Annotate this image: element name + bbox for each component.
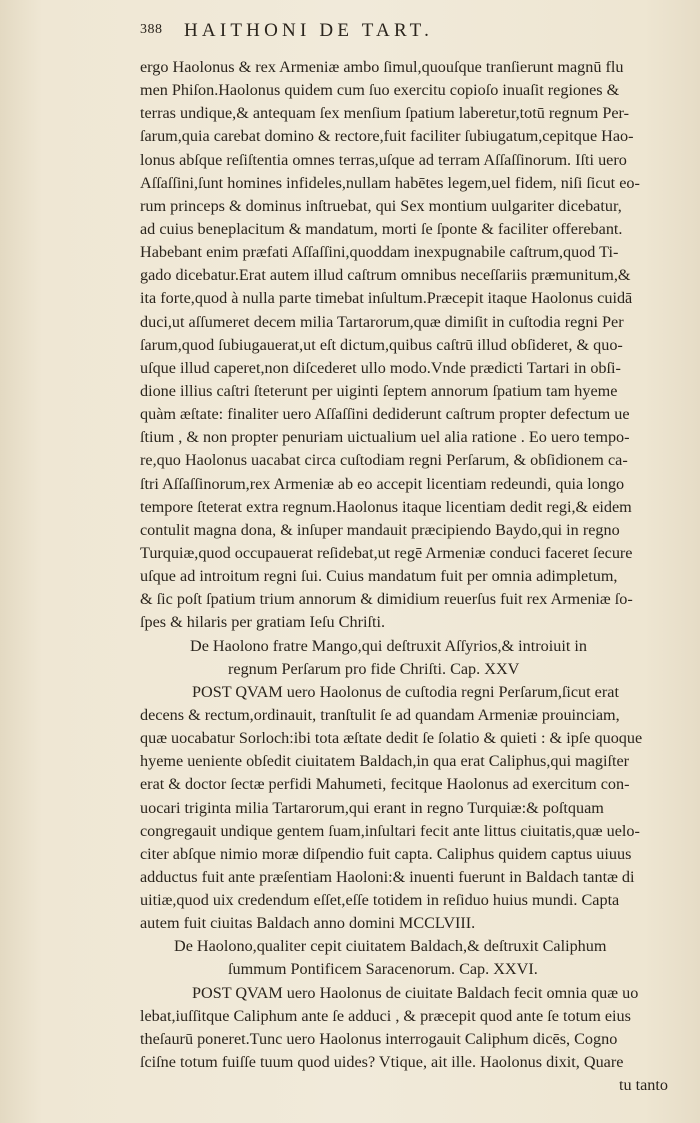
text-line: men Phiſon.Haolonus quidem cum ſuo exercitu copioſo inuaſit regiones & [140,81,620,100]
text-line: hyeme ueniente obſedit ciuitatem Baldach,in qua erat Caliphus,qui magiſter [140,752,630,771]
text-line: ſtium , & non propter penuriam uictualium uel alia ratione . Eo uero tempo- [140,428,630,447]
text-line: gado dicebatur.Erat autem illud caſtrum omnibus neceſſariis præmunitum,& [140,266,631,285]
text-line: uitiæ,quod uix credendum eſſet,eſſe totidem in reſiduo huius mundi. Capta [140,891,620,910]
text-line: uſque illud caperet,non diſcederet ullo modo.Vnde prædicti Tartari in obſi- [140,358,621,377]
text-line: Habebant enim præfati Aſſaſſini,quoddam inexpugnabile caſtrum,quod Ti- [140,243,619,262]
chapter-opening-line: POST QVAM uero Haolonus de cuſtodia regni Perſarum,ſicut erat [192,682,619,701]
text-line: uocari triginta milia Tartarorum,qui erant in regno Turquiæ:& poſtquam [140,798,604,817]
text-line: quàm æſtate: finaliter uero Aſſaſſini dediderunt caſtrum propter defectum ue [140,405,630,424]
text-line: decens & rectum,ordinauit, tranſtulit ſe ad quandam Armeniæ prouinciam, [140,705,620,724]
text-line: autem fuit ciuitas Baldach anno domini MCCLVIII. [140,914,476,933]
chapter-heading-26: De Haolono,qualiter cepit ciuitatem Baldach,& deſtruxit Caliphum [174,937,607,956]
chapter-heading-25: De Haolono fratre Mango,qui deſtruxit Aſſyrios,& introiuit in [190,636,587,655]
text-line: adductus fuit ante præſentiam Haoloni:& inuenti fuerunt in Baldach tantæ di [140,867,635,886]
text-line: ſarum,quod ſubiugauerat,ut eſt dictum,quibus caſtrū illud obſideret, & quo- [140,335,623,354]
text-line: Aſſaſſini,ſunt homines infideles,nullam habētes legem,uel fidem, niſi ſicut eo- [140,173,640,192]
text-line: ad cuius beneplacitum & mandatum, morti ſe ſponte & faciliter offerebant. [140,219,623,238]
text-line: lebat,iuſſitque Caliphum ante ſe adduci , & præcepit quod ante ſe totum eius [140,1006,631,1025]
text-line: ſciſne totum fuiſſe tuum quod uides? Vtique, ait ille. Haolonus dixit, Quare [140,1053,624,1072]
text-line: contulit magna dona, & inſuper mandauit præcipiendo Baydo,qui in regno [140,520,620,539]
text-line: ita forte,quod à nulla parte timebat inſultum.Præcepit itaque Haolonus cuidā [140,289,633,308]
text-line: rum princeps & dominus inſtruebat, qui Sex montium uulgariter dicebatur, [140,196,622,215]
text-line: terras undique,& antequam ſex menſium ſpatium laberetur,totū regnum Per- [140,104,630,123]
text-line: dione illius caſtri ſteterunt per uiginti ſeptem annorum ſpatium tam hyeme [140,381,618,400]
chapter-heading-26-cont: ſummum Pontificem Saracenorum. Cap. XXVI. [228,960,538,979]
page-number: 388 [140,22,163,37]
text-block [140,56,670,1097]
text-line: ergo Haolonus & rex Armeniæ ambo ſimul,quouſque tranſierunt magnū flu [140,58,624,76]
text-line: ſarum,quia carebat domino & rectore,fuit faciliter ſubiugatum,cepitque Hao- [140,127,634,146]
text-line: uſque ad introitum regni ſui. Cuius mandatum fuit per omnia adimpletum, [140,567,618,586]
catchword: tu tanto [618,1076,668,1095]
text-line: ſtri Aſſaſſinorum,rex Armeniæ ab eo accepit licentiam redeundi, quia longo [140,474,625,493]
page-header [140,20,610,46]
text-line: quæ uocabatur Sorloch:ibi tota æſtate dedit ſe ſolatio & quieti : & ipſe quoque [140,729,643,748]
running-title: HAITHONI DE TART. [184,20,434,41]
text-line: duci,ut aſſumeret decem milia Tartarorum,quæ dimiſit in cuſtodia regni Per [140,312,624,331]
text-line: congregauit undique gentem ſuam,inſultari fecit ante littus ciuitatis,quæ uelo- [140,821,640,840]
text-line: citer abſque nimio moræ diſpendio fuit capta. Caliphus quidem captus uiuus [140,844,632,863]
text-line: & ſic poſt ſpatium trium annorum & dimidium reuerſus fuit rex Armeniæ ſo- [140,590,633,609]
text-line: ſpes & hilaris per gratiam Ieſu Chriſti. [140,613,386,632]
chapter-opening-line: POST QVAM uero Haolonus de ciuitate Baldach fecit omnia quæ uo [192,983,639,1002]
text-line: lonus abſque reſiſtentia omnes terras,uſque ad terram Aſſaſſinorum. Iſti uero [140,150,627,169]
text-line: Turquiæ,quod occupauerat reſidebat,ut regē Armeniæ conduci faceret ſecure [140,543,633,562]
text-line: erat & doctor ſectæ perfidi Mahumeti, fecitque Haolonus ad exercitum con- [140,775,630,794]
chapter-heading-25-cont: regnum Perſarum pro fide Chriſti. Cap. XXV [228,659,520,678]
text-line: theſaurū poneret.Tunc uero Haolonus interrogauit Caliphum dicēs, Cogno [140,1029,618,1048]
text-line: tempore ſteterat extra regnum.Haolonus itaque licentiam dedit regi,& eidem [140,497,632,516]
text-line: re,quo Haolonus uacabat circa cuſtodiam regni Perſarum, & obſidionem ca- [140,451,628,470]
